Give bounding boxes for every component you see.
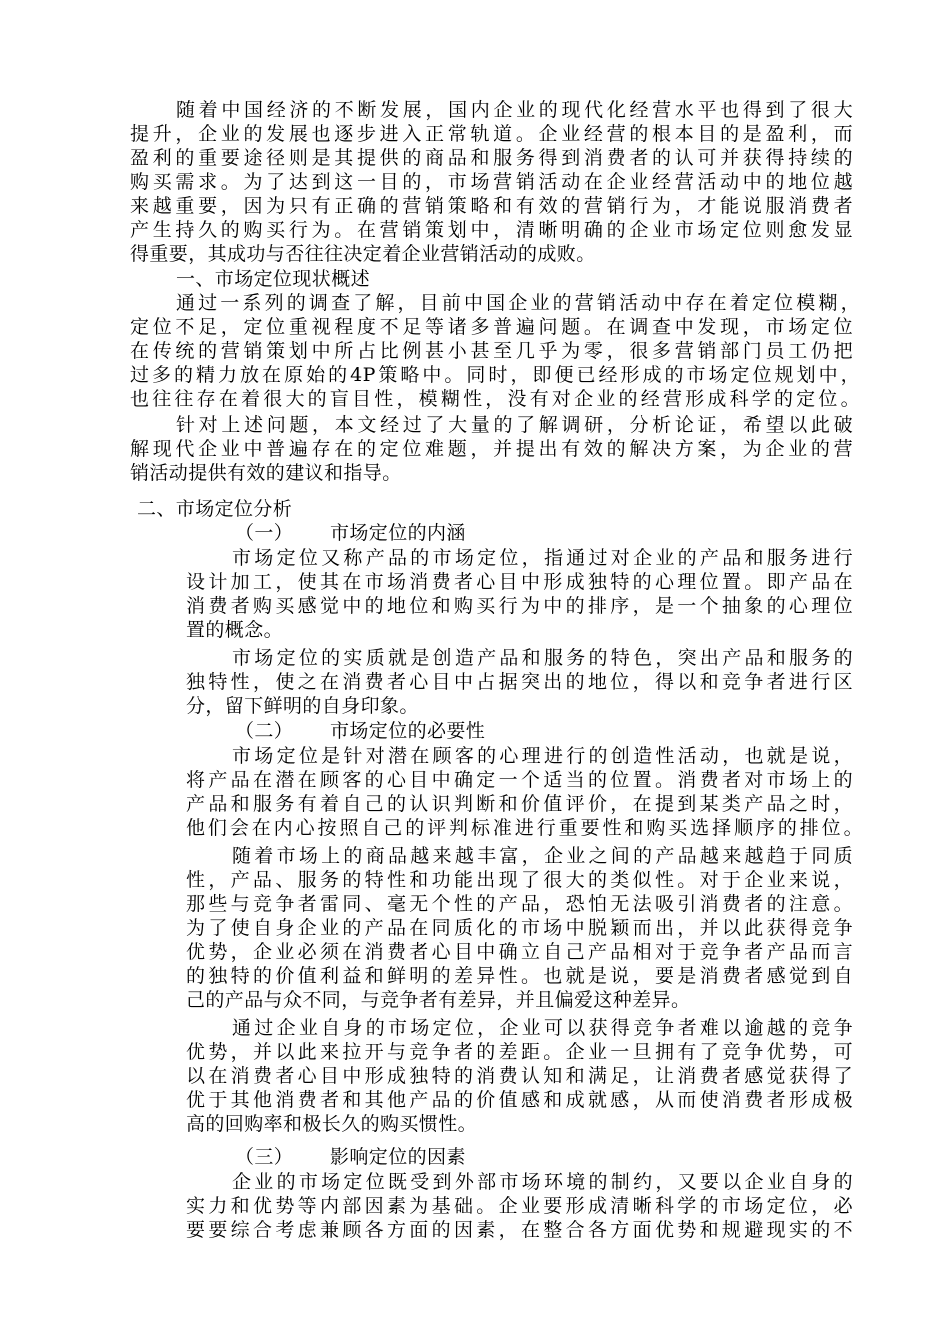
subsection-number: （二） [235,720,294,742]
text-line: 解现代企业中普遍存在的定位难题，并提出有效的解决方案，为企业的营 [130,438,853,460]
text-line: 要要综合考虑兼顾各方面的因素，在整合各方面优势和规避现实的不 [186,1219,853,1241]
text-line: 来越重要，因为只有正确的营销策略和有效的营销行为，才能说服消费者 [130,195,853,217]
subsection-title: 市场定位的必要性 [330,720,486,742]
text-line: 通过企业自身的市场定位，企业可以获得竞争者难以逾越的竞争 [232,1017,853,1039]
text-line: 消费者购买感觉中的地位和购买行为中的排序，是一个抽象的心理位 [186,595,853,617]
text-line: 得重要，其成功与否往往决定着企业营销活动的成败。 [130,243,596,265]
text-line: 购买需求。为了达到这一目的，市场营销活动在企业经营活动中的地位越 [130,171,853,193]
section-heading: 二、市场定位分析 [137,498,293,520]
text-line: 随着中国经济的不断发展，国内企业的现代化经营水平也得到了很大 [176,99,853,121]
text-line: 优于其他消费者和其他产品的价值感和成就感，从而使消费者形成极 [186,1089,853,1111]
text-line: 置的概念。 [186,619,284,641]
text-line: 高的回购率和极长久的购买惯性。 [186,1113,478,1135]
text-line: 销活动提供有效的建议和指导。 [130,462,402,484]
text-line: 那些与竞争者雷同、毫无个性的产品，恐怕无法吸引消费者的注意。 [186,893,853,915]
text-line: 针对上述问题，本文经过了大量的了解调研，分析论证，希望以此破 [176,414,853,436]
text-line: 实力和优势等内部因素为基础。企业要形成清晰科学的市场定位，必 [186,1195,853,1217]
text-line: 产生持久的购买行为。在营销策划中，清晰明确的企业市场定位则愈发显 [130,219,853,241]
text-line: 过多的精力放在原始的4P策略中。同时，即便已经形成的市场定位规划中， [130,364,860,386]
text-line: 市场定位是针对潜在顾客的心理进行的创造性活动，也就是说， [232,745,853,767]
text-line: 随着市场上的商品越来越丰富，企业之间的产品越来越趋于同质 [232,845,853,867]
text-line: 的独特的价值利益和鲜明的差异性。也就是说，要是消费者感觉到自 [186,965,853,987]
text-line: 他们会在内心按照自己的评判标准进行重要性和购买选择顺序的排位。 [186,817,863,839]
text-line: 为了使自身企业的产品在同质化的市场中脱颖而出，并以此获得竞争 [186,917,853,939]
subsection-title: 市场定位的内涵 [330,522,466,544]
text-line: 产品和服务有着自己的认识判断和价值评价，在提到某类产品之时， [186,793,853,815]
section-heading: 一、市场定位现状概述 [176,268,371,290]
text-line: 将产品在潜在顾客的心目中确定一个适当的位置。消费者对市场上的 [186,769,853,791]
text-line: 提升，企业的发展也逐步进入正常轨道。企业经营的根本目的是盈利，而 [130,123,853,145]
text-line: 以在消费者心目中形成独特的消费认知和满足，让消费者感觉获得了 [186,1065,853,1087]
text-line: 性，产品、服务的特性和功能出现了很大的类似性。对于企业来说， [186,869,853,891]
text-line: 优势，并以此来拉开与竞争者的差距。企业一旦拥有了竞争优势，可 [186,1041,853,1063]
text-line: 也往往存在着很大的盲目性，模糊性，没有对企业的经营形成科学的定位。 [130,388,860,410]
text-line: 设计加工，使其在市场消费者心目中形成独特的心理位置。即产品在 [186,571,853,593]
text-line: 独特性，使之在消费者心目中占据突出的地位，得以和竞争者进行区 [186,671,853,693]
text-line: 分，留下鲜明的自身印象。 [186,695,419,717]
text-line: 市场定位的实质就是创造产品和服务的特色，突出产品和服务的 [232,647,853,669]
text-line: 企业的市场定位既受到外部市场环境的制约，又要以企业自身的 [232,1171,853,1193]
subsection-number: （三） [235,1146,294,1168]
text-line: 己的产品与众不同，与竞争者有差异，并且偏爱这种差异。 [186,989,691,1011]
text-line: 通过一系列的调查了解，目前中国企业的营销活动中存在着定位模糊， [176,292,860,314]
text-line: 盈利的重要途径则是其提供的商品和服务得到消费者的认可并获得持续的 [130,147,853,169]
text-line: 优势，企业必须在消费者心目中确立自己产品相对于竞争者产品而言 [186,941,853,963]
text-line: 在传统的营销策划中所占比例甚小甚至几乎为零，很多营销部门员工仍把 [130,340,853,362]
text-line: 定位不足，定位重视程度不足等诸多普遍问题。在调查中发现，市场定位 [130,316,853,338]
subsection-number: （一） [235,522,294,544]
text-line: 市场定位又称产品的市场定位，指通过对企业的产品和服务进行 [232,547,853,569]
subsection-title: 影响定位的因素 [330,1146,466,1168]
